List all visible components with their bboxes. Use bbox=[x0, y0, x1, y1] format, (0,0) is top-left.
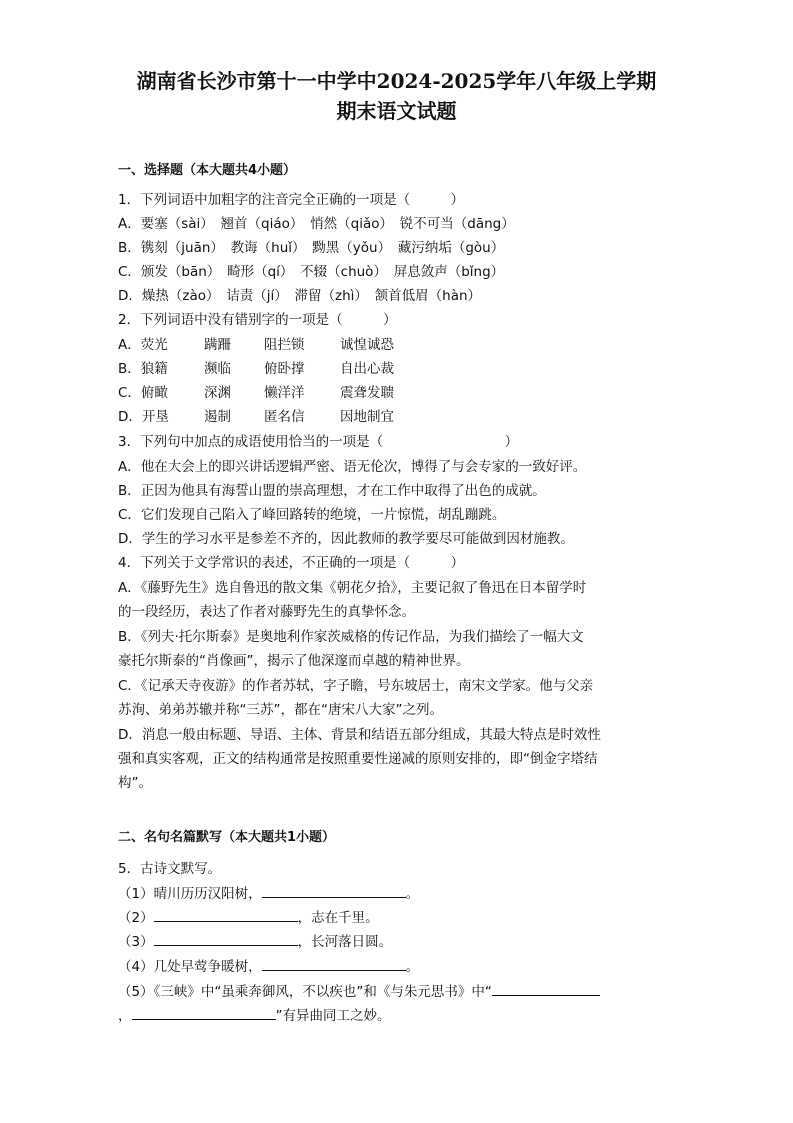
q2-a-word3: 阻拦锁 bbox=[264, 337, 305, 353]
exam-title-line2: 期末语文试题 bbox=[336, 99, 457, 123]
q5-5-text: （5）《三峡》中“虽乘奔御风，不以疾也”和《与朱元思书》中“ bbox=[118, 984, 492, 1000]
q2-c-word1: C．俯瞰 bbox=[118, 385, 168, 401]
q4-option-d-line1: D．消息一般由标题、导语、主体、背景和结语五部分组成，其最大特点是时效性 bbox=[118, 727, 601, 743]
q5-5a-answer-blank[interactable] bbox=[492, 981, 600, 996]
q3-stem: 3．下列句中加点的成语使用恰当的一项是（ ） bbox=[118, 434, 519, 450]
q4-stem: 4．下列关于文学常识的表述，不正确的一项是（ ） bbox=[118, 555, 465, 571]
q4-option-d-line2: 强和真实客观，正文的结构通常是按照重要性递减的原则安排的，即“倒金字塔结 bbox=[118, 751, 598, 767]
q5-sentence-5 bbox=[118, 981, 678, 1003]
q2-c-word3: 懒洋洋 bbox=[264, 385, 305, 401]
q5-sentence-1 bbox=[118, 883, 678, 905]
exam-title-line1: 湖南省长沙市第十一中学中2024-2025学年八年级上学期 bbox=[136, 69, 657, 93]
q5-1-text: （1）晴川历历汉阳树， bbox=[118, 886, 262, 902]
q4-option-d-line3: 构”。 bbox=[118, 775, 152, 791]
q2-d-word4: 因地制宜 bbox=[340, 409, 394, 425]
q2-d-word1: D．开垦 bbox=[118, 409, 169, 425]
q5-5b-end: ”有异曲同工之妙。 bbox=[275, 1008, 391, 1024]
q5-5b-answer-blank[interactable] bbox=[132, 1005, 276, 1020]
q3-option-d: D．学生的学习水平是参差不齐的，因此教师的教学要尽可能做到因材施教。 bbox=[118, 531, 574, 547]
section1-heading: 一、选择题（本大题共4小题） bbox=[118, 163, 297, 178]
q4-option-b-line1: B．《列夫·托尔斯泰》是奥地利作家茨威格的传记作品，为我们描绘了一幅大文 bbox=[118, 629, 584, 645]
q2-d-word3: 匿名信 bbox=[264, 409, 305, 425]
q1-option-d: D．燥热（zào） 诘责（jí） 滞留（zhì） 颔首低眉（hàn） bbox=[118, 288, 482, 304]
q5-sentence-2 bbox=[118, 907, 678, 929]
q2-a-word2: 蹒跚 bbox=[204, 337, 231, 353]
q5-4-text: （4）几处早莺争暖树， bbox=[118, 959, 262, 975]
q5-3-text: （3） bbox=[118, 934, 154, 950]
q3-option-c: C．它们发现自己陷入了峰回路转的绝境，一片惊慌，胡乱蹦跳。 bbox=[118, 507, 506, 523]
q5-4-answer-blank[interactable] bbox=[262, 956, 406, 971]
q4-option-c-line1: C．《记承天寺夜游》的作者苏轼，字子瞻，号东坡居士，南宋文学家。他与父亲 bbox=[118, 678, 594, 694]
q2-b-word3: 俯卧撑 bbox=[264, 361, 305, 377]
q5-sentence-5-cont bbox=[118, 1005, 678, 1027]
q4-option-b-line2: 豪托尔斯泰的“肖像画”，揭示了他深邃而卓越的精神世界。 bbox=[118, 653, 470, 669]
q2-b-word4: 自出心裁 bbox=[340, 361, 394, 377]
q5-sentence-3 bbox=[118, 931, 678, 953]
q1-option-a: A．要塞（sài） 翘首（qiáo） 悄然（qiǎo） 锐不可当（dāng） bbox=[118, 216, 515, 232]
q5-stem: 5．古诗文默写。 bbox=[118, 861, 222, 877]
q3-option-b: B．正因为他具有海誓山盟的崇高理想，才在工作中取得了出色的成就。 bbox=[118, 483, 546, 499]
q4-option-c-line2: 苏洵、弟弟苏辙并称“三苏”，都在“唐宋八大家”之列。 bbox=[118, 702, 443, 718]
q5-3-end: ，长河落日圆。 bbox=[297, 934, 393, 950]
q5-5b-comma: ， bbox=[118, 1008, 132, 1024]
q2-b-word1: B．狼籍 bbox=[118, 361, 168, 377]
q2-a-word1: A．荧光 bbox=[118, 337, 168, 353]
q2-d-word2: 遏制 bbox=[204, 409, 231, 425]
q2-stem: 2．下列词语中没有错别字的一项是（ ） bbox=[118, 312, 397, 328]
q5-4-end: 。 bbox=[405, 959, 420, 975]
q5-2-text: （2） bbox=[118, 910, 154, 926]
q2-b-word2: 濒临 bbox=[204, 361, 231, 377]
q1-stem: 1．下列词语中加粗字的注音完全正确的一项是（ ） bbox=[118, 192, 465, 208]
q2-a-word4: 诚惶诚恐 bbox=[340, 337, 394, 353]
q2-option-a bbox=[118, 334, 678, 356]
q1-option-c: C．颁发（bān） 畸形（qí） 不辍（chuò） 屏息敛声（bǐng） bbox=[118, 264, 505, 280]
q2-c-word2: 深渊 bbox=[204, 385, 231, 401]
q5-2-end: ，志在千里。 bbox=[297, 910, 379, 926]
q5-sentence-4 bbox=[118, 956, 678, 978]
q5-1-answer-blank[interactable] bbox=[262, 883, 406, 898]
q2-option-c bbox=[118, 382, 678, 404]
section2-heading: 二、名句名篇默写（本大题共1小题） bbox=[118, 830, 336, 845]
q3-option-a: A．他在大会上的即兴讲话逻辑严密、语无伦次，博得了与会专家的一致好评。 bbox=[118, 459, 587, 475]
q5-1-end: 。 bbox=[405, 886, 420, 902]
q2-c-word4: 震聋发聩 bbox=[340, 385, 394, 401]
q1-option-b: B．镌刻（juān） 教诲（huǐ） 黝黑（yǒu） 藏污纳垢（gòu） bbox=[118, 240, 505, 256]
q2-option-d bbox=[118, 406, 678, 428]
q5-3-answer-blank[interactable] bbox=[154, 931, 298, 946]
q4-option-a-line1: A．《藤野先生》选自鲁迅的散文集《朝花夕拾》，主要记叙了鲁迅在日本留学时 bbox=[118, 580, 587, 596]
q2-option-b bbox=[118, 358, 678, 380]
q4-option-a-line2: 的一段经历，表达了作者对藤野先生的真挚怀念。 bbox=[118, 604, 415, 620]
q5-2-answer-blank[interactable] bbox=[154, 907, 298, 922]
